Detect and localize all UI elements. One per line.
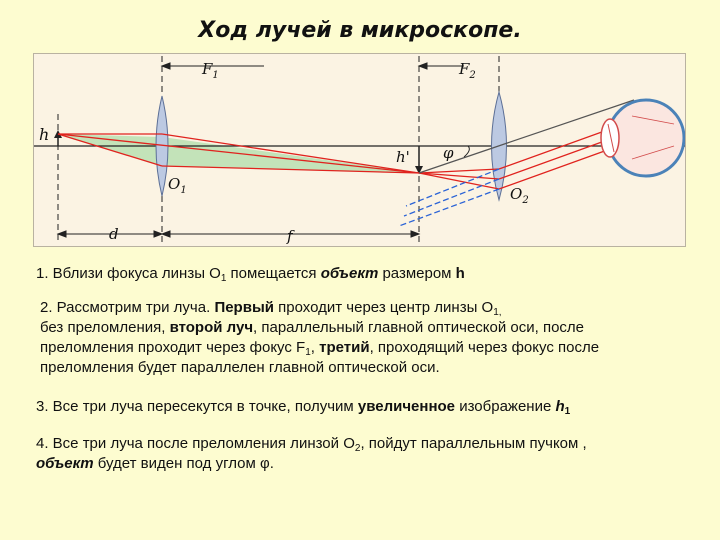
- microscope-ray-diagram: [33, 53, 686, 247]
- label-f2: $F_2$: [459, 60, 476, 81]
- paragraph-1: 1. Вблизи фокуса линзы $O_1$ помещается объект размером h: [36, 265, 465, 284]
- label-f1: $F_1$: [202, 60, 219, 81]
- label-phi: φ: [443, 144, 454, 162]
- paragraph-2: 2. Рассмотрим три луча. Первый проходит через центр линзы $O_{1,}$ без преломления, второй луч, параллельный главной оптической оси, после преломления проходит через фокус $F_1$, третий, проходящий через фокус после преломления будет параллелен главной оптической оси.: [40, 299, 600, 376]
- label-h: h: [39, 125, 50, 144]
- label-o1: $O_1$: [168, 175, 187, 196]
- label-h-prime: h': [396, 148, 410, 166]
- page-title: Ход лучей в микроскопе.: [198, 18, 522, 43]
- paragraph-4: 4. Все три луча после преломления линзой $O_2$, пойдут параллельным пучком , объект будет виден под углом φ.: [36, 435, 587, 472]
- diagram-svg: [34, 54, 685, 246]
- eye-icon: [601, 100, 684, 176]
- angle-arc: [464, 146, 469, 157]
- paragraph-3: 3. Все три луча пересекутся в точке, получим увеличенное изображение $h_1$: [36, 398, 571, 417]
- label-d: d: [109, 225, 119, 243]
- label-f: f: [287, 227, 293, 245]
- label-o2: $O_2$: [510, 185, 529, 206]
